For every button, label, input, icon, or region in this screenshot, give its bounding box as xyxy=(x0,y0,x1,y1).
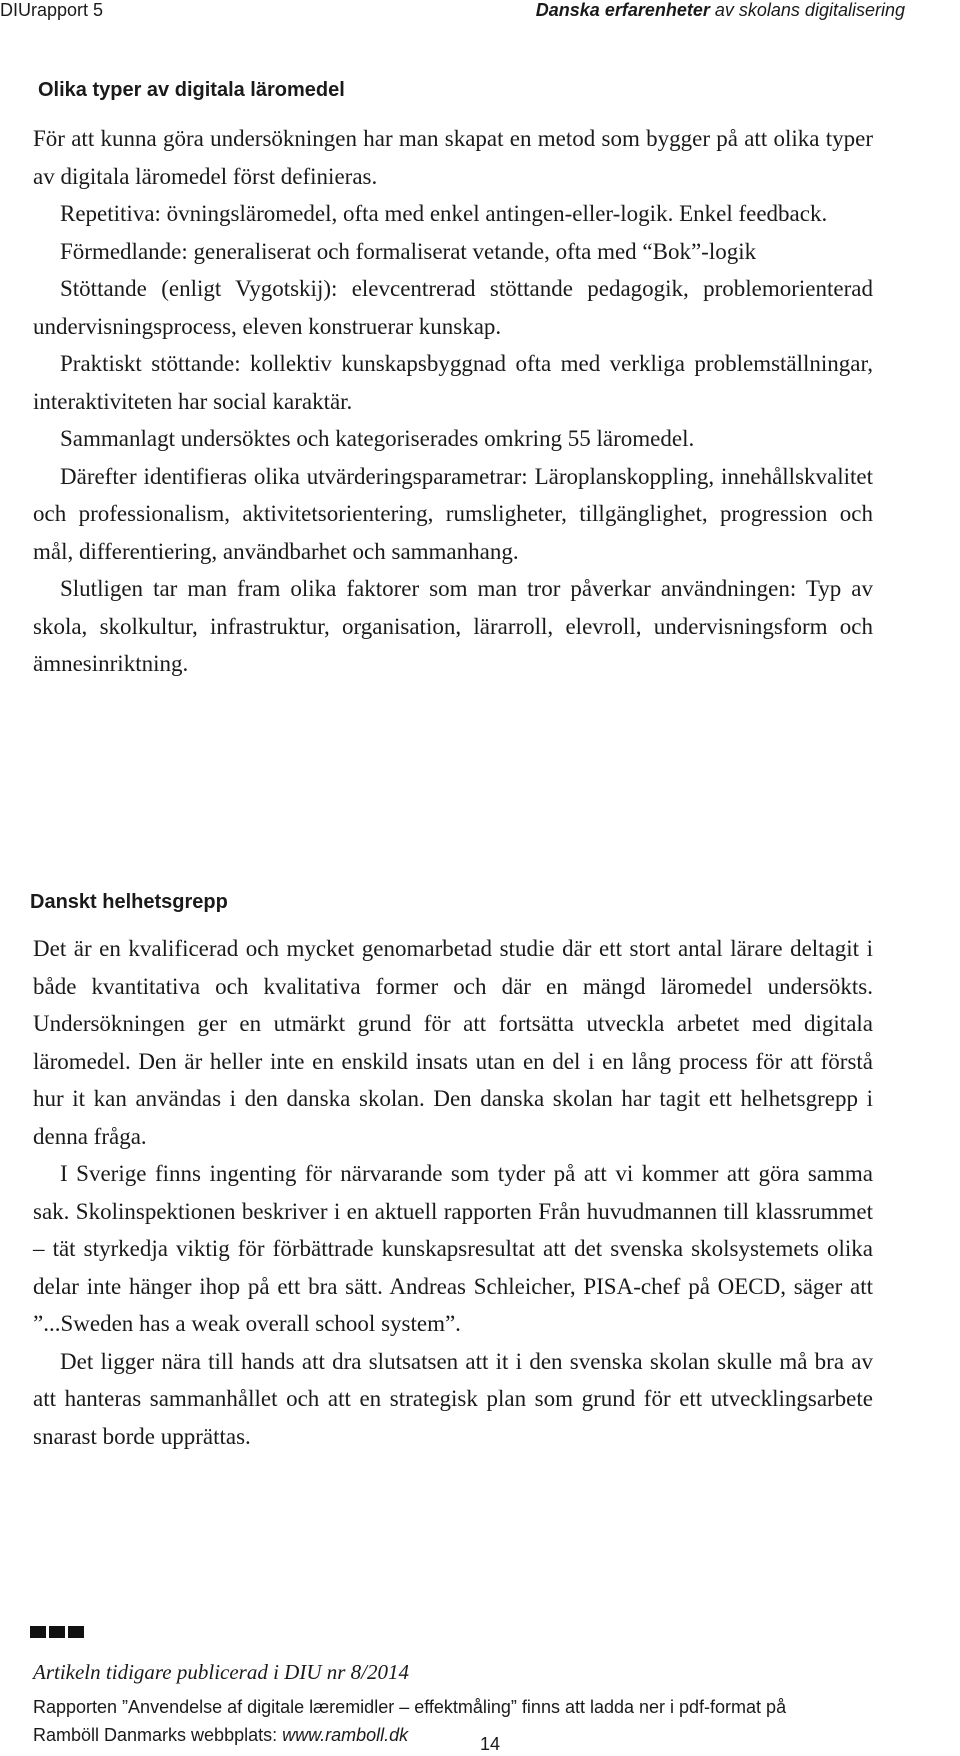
paragraph: Stöttande (enligt Vygotskij): elevcentrerad stöttande pedagogik, problemorienterad undervisningsprocess, eleven konstruerar kunskap. xyxy=(33,276,873,339)
running-header-left: DIUrapport 5 xyxy=(0,0,104,20)
section-body-danish-approach xyxy=(33,930,873,1455)
paragraph: För att kunna göra undersökningen har man skapat en metod som bygger på att olika typer av digitala läromedel först definieras. xyxy=(33,126,873,189)
publication-credit: Artikeln tidigare publicerad i DIU nr 8/2014 xyxy=(33,1660,410,1684)
section-heading-learning-materials: Olika typer av digitala läromedel xyxy=(38,79,345,101)
paragraph: Det är en kvalificerad och mycket genomarbetad studie där ett stort antal lärare deltagit i både kvantitativa och kvalitativa former och där en mängd läromedel undersökts. Undersökningen ger en utmärkt grund för att fortsätta utveckla arbetet med digitala läromedel. Den är heller inte en enskild insats utan en del i en lång process för att förstå hur it kan användas i den danska skolan. Den danska skolan har tagit ett helhetsgrepp i denna fråga. xyxy=(33,936,873,1149)
paragraph: Förmedlande: generaliserat och formaliserat vetande, ofta med “Bok”-logik xyxy=(60,238,757,264)
header-title-light: av skolans digitalisering xyxy=(714,0,905,20)
running-header-right xyxy=(536,0,905,21)
report-note-line1: Rapporten ”Anvendelse af digitale læremidler – effektmåling” finns att ladda ner i pdf-format på xyxy=(33,1697,787,1717)
paragraph: Repetitiva: övningsläromedel, ofta med enkel antingen-eller-logik. Enkel feedback. xyxy=(60,201,828,226)
paragraph: Det ligger nära till hands att dra slutsatsen att it i den svenska skolan skulle må bra av att hanteras sammanhållet och att en strategisk plan som grund för ett utvecklingsarbete snarast borde upprättas. xyxy=(33,1348,873,1449)
paragraph: Därefter identifieras olika utvärderingsparametrar: Läroplanskoppling, innehållskvalitet och professionalism, aktivitetsorientering, rumsligheter, tillgänglighet, progression och mål, differentiering, användbarhet och sammanhang. xyxy=(33,463,873,564)
report-note-line2 xyxy=(33,1725,408,1746)
section-heading-danish-approach: Danskt helhetsgrepp xyxy=(30,891,228,913)
report-note-prefix: Ramböll Danmarks webbplats: xyxy=(33,1725,278,1745)
paragraph: Sammanlagt undersöktes och kategoriserades omkring 55 läromedel. xyxy=(60,426,695,451)
ramboll-link[interactable]: www.ramboll.dk xyxy=(282,1725,409,1745)
paragraph: Praktiskt stöttande: kollektiv kunskapsbyggnad ofta med verkliga problemställningar, interaktiviteten har social karaktär. xyxy=(33,351,873,414)
end-of-article-marker xyxy=(30,1626,84,1638)
page-number: 14 xyxy=(480,1734,501,1754)
header-title-bold: Danska erfarenheter xyxy=(535,0,710,20)
paragraph: Slutligen tar man fram olika faktorer som man tror påverkar användningen: Typ av skola, skolkultur, infrastruktur, organisation, lärarroll, elevroll, undervisningsform och ämnesinriktning. xyxy=(33,576,873,676)
section-body-learning-materials xyxy=(33,120,873,683)
paragraph: I Sverige finns ingenting för närvarande som tyder på att vi kommer att göra samma sak. Skolinspektionen beskriver i en aktuell rapporten Från huvudmannen till klassrummet – tät styrkedja viktig för förbättrade kunskapsresultat att det svenska skolsystemets olika delar inte hänger ihop på ett bra sätt. Andreas Schleicher, PISA-chef på OECD, säger att ”...Sweden has a weak overall school system”. xyxy=(33,1161,873,1336)
